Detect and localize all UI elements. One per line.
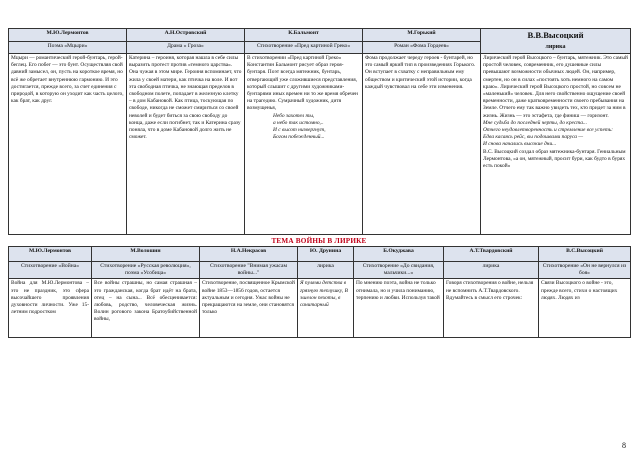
author-voloshin: М.Волошин — [92, 247, 200, 262]
quote-line: Едва касаясь рейс, вы подошвами паруса — — [483, 134, 584, 141]
work-lermontov: Поэма «Мцыри» — [9, 41, 127, 54]
cell-lermontov: Мцыри — романтический герой-бунтарь, герой-беглец. Его побег — это бунт. Осуществляя свой давний замысел, он, пусть на короткое время, но всё же обретает внутреннюю гармонию. И это достигается, прежде всего, за счет единения с природой, в которую он уходит как часть целого, как брат, как друг. — [9, 54, 127, 235]
author-gorky: М.Горький — [363, 29, 481, 42]
verse-line: Богом побежденный... — [273, 134, 325, 141]
document-body — [8, 28, 630, 338]
verse-line: И с высот низвергнут, — [273, 127, 326, 134]
cell-ostrovsky: Катерина – героиня, которая нашла в себе силы выразить протест против «темного царства». Она чужая в этом мире. Героиня вспоминает, что жила у своей матери, как птичка на воле. И вот эта свободная птичка, не знающая пределов в свободном полете, попадает в железную клетку – в дом Кабановой. Как птица, тоскующая по свободе, никогда не сможет смириться со своей неволей и будет биться за свою свободу до конца, даже если погибнет, так и Катерина сразу поняла, что в доме Кабановой долго жить не сможет. — [127, 54, 245, 235]
top-content-row — [9, 54, 631, 235]
author-lermontov: М.Ю.Лермонтов — [9, 29, 127, 42]
author-nekrasov: Н.А.Некрасов — [200, 247, 298, 262]
quote-line: Отчего неудовлетворенность и стремление все успеть: — [483, 127, 613, 134]
author-lermontov-2: М.Ю.Лермонтов — [9, 247, 92, 262]
cell-tvardovsky: Говоря стихотворения о войне, нельзя не вспомнить А.Т.Твардовского. Вдумайтесь в смысл его строчек: — [444, 279, 539, 338]
bottom-header-row — [9, 247, 631, 262]
author-drunina: Ю. Друнина — [298, 247, 354, 262]
section-title: ТЕМА ВОЙНЫ В ЛИРИКЕ — [271, 237, 367, 245]
author-balmont: К.Бальмонт — [245, 29, 363, 42]
verse-line: Небо захотел ты, — [273, 112, 315, 119]
bottom-content-row — [9, 279, 631, 338]
author-okudzhava: Б.Окуджава — [354, 247, 444, 262]
cell-gorky: Фома продолжает череду героев - бунтарей, но это самый яркий тип в произведениях Горького. Он вступает в схватку с неправильным ему обществом и критический этой истории, когда каждый чувствовал на себе эти изменения. — [363, 54, 481, 235]
vysotsky-text: Лирический герой Высоцкого – бунтарь, мятежник. Это самый простой человек, современник, его душевные силы превышают возможности обычных людей. Он, например, смертен, но он в силах «постоять хоть немного на самом краю». Лирический герой Высоцкого простой, но совсем не «маленький» человек. Для него свойственно ощущение своей временности, даже кратковременности своего пребывания на Земле. Отчего ему так важно увидеть тех, кто придет за ним в жизнь. Жизнь — это эстафета, где финиш — горизонт. — [483, 55, 628, 119]
work-nekrasov: Стихотворение "Внимая ужасам войны..." — [200, 262, 298, 279]
cell-balmont — [245, 54, 363, 235]
cell-voloshin: Все войны страшны, но самая страшная – это гражданская, когда брат идёт на брата, отец – на сына... Всё обесценивается: любовь, родство, человеческая жизнь. Волин рогового закона Братоубийственной войны, — [92, 279, 200, 338]
page-number: 8 — [622, 441, 626, 450]
work-tvardovsky: лирика — [444, 262, 539, 279]
author-tvardovsky: А.Т.Твардовский — [444, 247, 539, 262]
work-balmont: Стихотворение «Пред картиной Греко» — [245, 41, 363, 54]
author-vysotsky: В.В.Высоцкий лирика — [481, 29, 631, 54]
work-ostrovsky: Драма « Гроза» — [127, 41, 245, 54]
quote-line: Мне судьба до последней черты, до креста... — [483, 119, 587, 126]
work-lermontov-2: Стихотворение «Война» — [9, 262, 92, 279]
author-vysotsky-2: В.С.Высоцкий — [539, 247, 631, 262]
author-ostrovsky: А.Н.Островский — [127, 29, 245, 42]
vysotsky-conclusion: В.С. Высоцкий создал образ мятежника-бунтаря. Гениальным Лермонтова, «а он, мятежный, просит бури, как будто в бурях есть покой» — [483, 148, 626, 170]
cell-vysotsky — [481, 54, 631, 235]
cell-nekrasov: Стихотворение, посвященное Крымской войне 1853—1856 годов, остается актуальным и сегодня. Ужас войны не прекращаются на земле, они становятся только — [200, 279, 298, 338]
work-drunina: лирика — [298, 262, 354, 279]
work-okudzhava: Стихотворение «До свидания, мальчики...» — [354, 262, 444, 279]
top-table — [8, 28, 631, 235]
bottom-table — [8, 246, 631, 338]
top-header-row — [9, 29, 631, 42]
cell-drunina: Я пулями детства в грязную теплушку, В эшелон пехоты, в санитарный — [298, 279, 354, 338]
verse-line: а небо так истомно,.. — [273, 119, 324, 126]
work-voloshin: Стихотворение «Русская революция», поэма «Усобица» — [92, 262, 200, 279]
cell-vysotsky-2: Связи Высоцкого о войне - это, прежде всего, стихи о настоящих людях. Людях из — [539, 279, 631, 338]
cell-okudzhava: По мнению поэта, война не только отнимала, но и учила пониманию, терпению и любви. Используя такой — [354, 279, 444, 338]
quote-line: И снова начались высокие дни... — [483, 141, 557, 148]
work-gorky: Роман «Фома Гордеев» — [363, 41, 481, 54]
bottom-work-row — [9, 262, 631, 279]
work-vysotsky-2: Стихотворение «Он не вернулся из боя» — [539, 262, 631, 279]
balmont-text: В стихотворении «Пред картиной Греко» Константин Бальмонт рисует образ героя-бунтаря. Поэт всегда мятежник, бунтарь, отвергающий уже сложившиеся представления, который слышит с другими художниками-бунтарями иных времен ни то же время обречен на трагедию. Сумрачный художник, дитя возмущенья, — [247, 55, 358, 112]
cell-lermontov-2: Война для М.Ю.Лермонтова – это не праздник, это сфера высочайшего проявления духовности личности. Уже 15-летним подростком — [9, 279, 92, 338]
